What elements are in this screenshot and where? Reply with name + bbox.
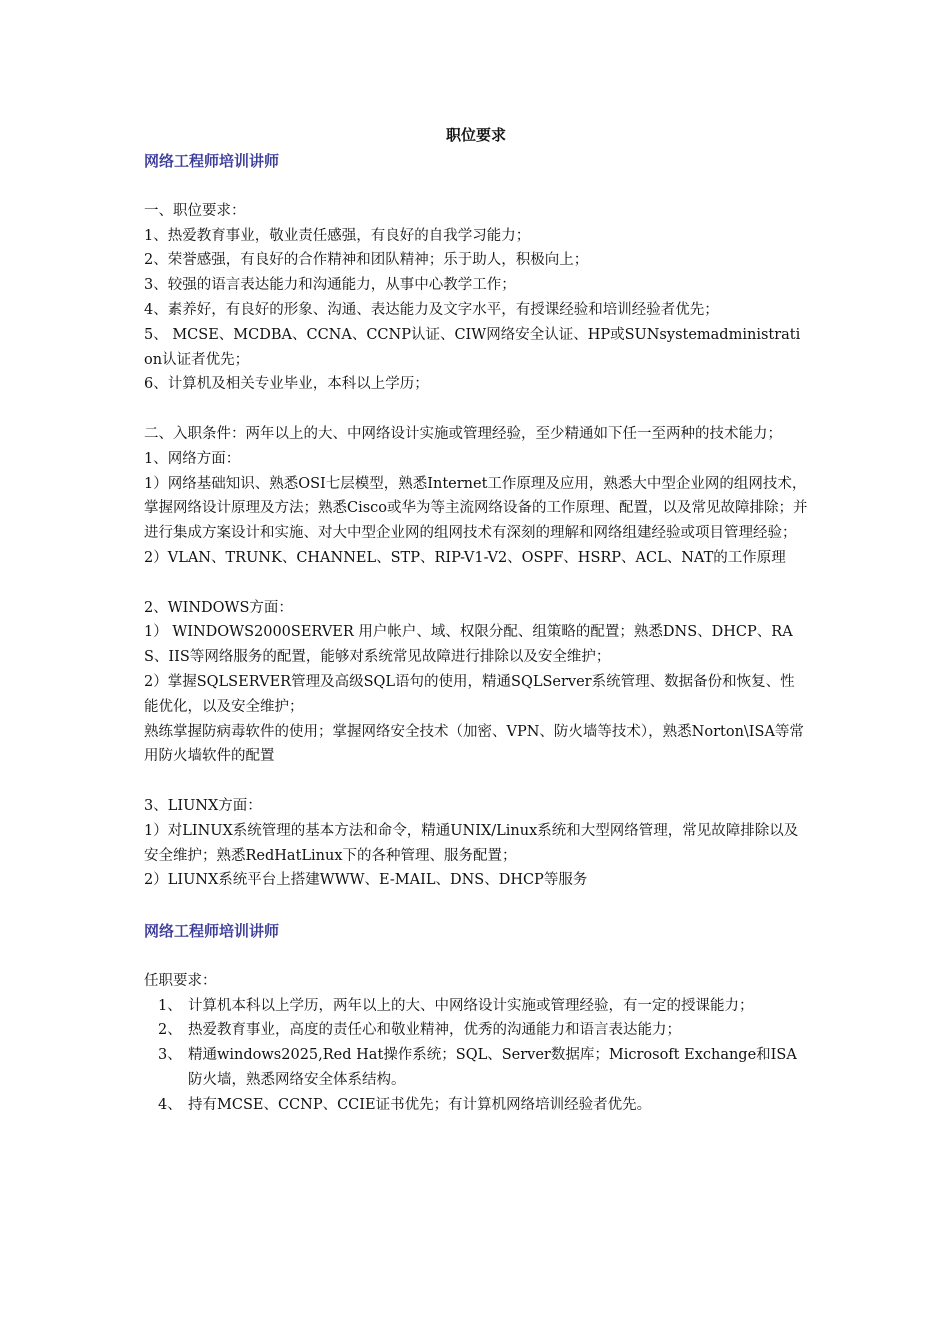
document-title: 职位要求 xyxy=(445,126,506,144)
spacer xyxy=(144,944,808,969)
windows-item: 1） WINDOWS2000SERVER 用户帐户、域、权限分配、组策略的配置；熟悉DNS、DHCP、RAS、IIS等网络服务的配置，能够对系统常见故障进行排除以及安全维护； xyxy=(144,624,793,666)
list-item-number: 3、 xyxy=(158,1047,182,1064)
list-item xyxy=(144,1043,808,1093)
list-item-number: 1、 xyxy=(158,997,182,1014)
windows-item: 2）掌握SQLSERVER管理及高级SQL语句的使用，精通SQLServer系统管理、数据备份和恢复、性能优化，以及安全维护； xyxy=(144,673,795,715)
list-item xyxy=(144,1093,808,1118)
requirement-item: 3、较强的语言表达能力和沟通能力，从事中心教学工作； xyxy=(144,277,516,294)
requirement-item: 6、计算机及相关专业毕业，本科以上学历； xyxy=(144,376,429,393)
requirement-item: 2、荣誉感强，有良好的合作精神和团队精神；乐于助人，积极向上； xyxy=(144,252,589,269)
network-item: 2）VLAN、TRUNK、CHANNEL、STP、RIP-V1-V2、OSPF、HSRP、ACL、NAT的工作原理 xyxy=(144,549,786,566)
section-heading-2: 网络工程师培训讲师 xyxy=(144,921,280,940)
requirement-item: 4、素养好，有良好的形象、沟通、表达能力及文字水平，有授课经验和培训经验者优先； xyxy=(144,301,719,318)
spacer xyxy=(144,893,808,918)
linux-item: 2）LIUNX系统平台上搭建WWW、E-MAIL、DNS、DHCP等服务 xyxy=(144,872,588,889)
linux-item: 1）对LINUX系统管理的基本方法和命令，精通UNIX/Linux系统和大型网络管理，常见故障排除以及安全维护；熟悉RedHatLinux下的各种管理、服务配置； xyxy=(144,822,799,864)
list-item-text: 持有MCSE、CCNP、CCIE证书优先；有计算机网络培训经验者优先。 xyxy=(188,1096,652,1113)
list-item-number: 4、 xyxy=(158,1096,182,1113)
network-title: 1、网络方面： xyxy=(144,450,241,467)
list-item-text: 计算机本科以上学历，两年以上的大、中网络设计实施或管理经验，有一定的授课能力； xyxy=(188,997,754,1014)
linux-title: 3、LIUNX方面： xyxy=(144,797,262,814)
requirement-item: 5、 MCSE、MCDBA、CCNA、CCNP认证、CIW网络安全认证、HP或SUNsystemadministration认证者优先； xyxy=(144,326,801,368)
section-heading-1: 网络工程师培训讲师 xyxy=(144,152,280,170)
spacer xyxy=(144,397,808,422)
document-content xyxy=(144,122,808,1117)
requirement-item: 1、热爱教育事业，敬业责任感强，有良好的自我学习能力； xyxy=(144,227,531,244)
windows-title: 2、WINDOWS方面： xyxy=(144,599,293,616)
spacer xyxy=(144,174,808,199)
spacer xyxy=(144,571,808,596)
list-item-text: 热爱教育事业，高度的责任心和敬业精神，优秀的沟通能力和语言表达能力； xyxy=(188,1022,681,1039)
part2-title: 二、入职条件：两年以上的大、中网络设计实施或管理经验，至少精通如下任一至两种的技术能力； xyxy=(144,425,782,442)
list-item-text: 精通windows2025,Red Hat操作系统；SQL、Server数据库；Microsoft Exchange和ISA防火墙，熟悉网络安全体系结构。 xyxy=(188,1047,797,1088)
list-item-number: 2、 xyxy=(158,1022,182,1039)
windows-item: 熟练掌握防病毒软件的使用；掌握网络安全技术（加密、VPN、防火墙等技术），熟悉Norton\ISA等常用防火墙软件的配置 xyxy=(144,723,804,765)
job-requirements-title: 任职要求： xyxy=(144,972,217,989)
part1-title: 一、职位要求： xyxy=(144,202,246,219)
list-item xyxy=(144,994,808,1019)
job-requirements-list xyxy=(144,994,808,1118)
network-item: 1）网络基础知识、熟悉OSI七层模型，熟悉Internet工作原理及应用，熟悉大中型企业网的组网技术，掌握网络设计原理及方法；熟悉Cisco或华为等主流网络设备的工作原理、配置，以及常见故障排除；并进行集成方案设计和实施、对大中型企业网的组网技术有深刻的理解和网络组建经验或项目管理经验； xyxy=(144,475,808,542)
spacer xyxy=(144,769,808,794)
list-item xyxy=(144,1018,808,1043)
